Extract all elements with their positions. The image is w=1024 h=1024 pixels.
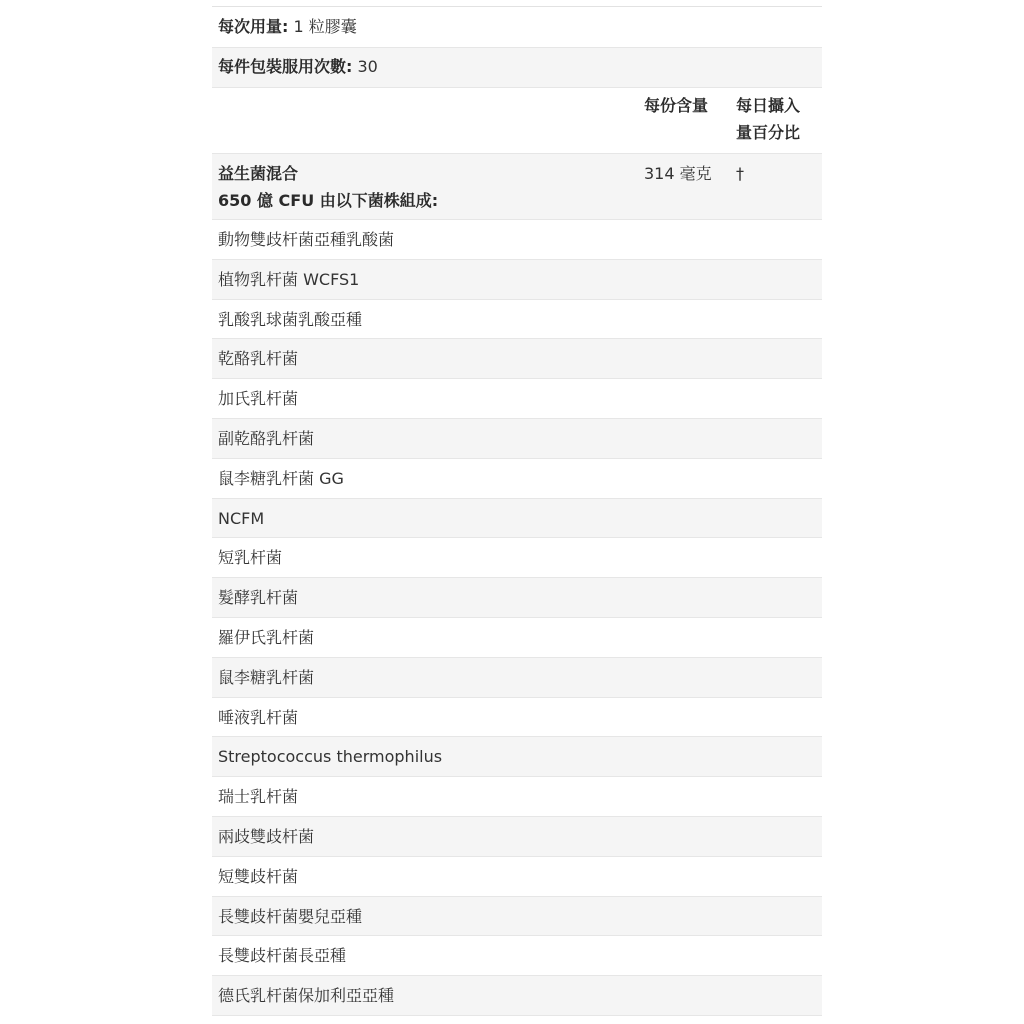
strain-name: 加氏乳杆菌 xyxy=(218,389,299,409)
servings-per-container-value: 30 xyxy=(357,57,378,76)
strain-row xyxy=(212,220,822,260)
strain-row xyxy=(212,339,822,379)
strain-name: 短雙歧杆菌 xyxy=(218,866,299,886)
strain-row xyxy=(212,618,822,658)
strain-row xyxy=(212,777,822,817)
strain-row xyxy=(212,538,822,578)
strain-row xyxy=(212,658,822,698)
strain-row xyxy=(212,260,822,300)
blend-description: 650 億 CFU 由以下菌株組成: xyxy=(218,191,439,210)
strain-name: 植物乳杆菌 WCFS1 xyxy=(218,269,360,289)
strain-name: 乾酪乳杆菌 xyxy=(218,349,299,369)
strain-name: 德氏乳杆菌保加利亞亞種 xyxy=(218,986,395,1006)
daily-value-header-line2: 量百分比 xyxy=(736,123,801,142)
servings-per-container-label: 每件包裝服用次數: xyxy=(218,57,353,76)
strain-name: NCFM xyxy=(218,508,265,528)
strain-name: 瑞士乳杆菌 xyxy=(218,787,299,807)
strain-name: 兩歧雙歧杆菌 xyxy=(218,827,315,846)
top-divider xyxy=(212,6,822,7)
strain-name: 長雙歧杆菌嬰兒亞種 xyxy=(218,906,363,926)
serving-size-value: 1 粒膠囊 xyxy=(293,17,357,36)
strain-row xyxy=(212,976,822,1016)
strain-row xyxy=(212,817,822,857)
strain-row xyxy=(212,379,822,419)
strain-row xyxy=(212,897,822,937)
strain-row xyxy=(212,459,822,499)
strain-name: 短乳杆菌 xyxy=(218,548,283,568)
servings-per-container-row xyxy=(212,48,822,88)
strain-row xyxy=(212,300,822,340)
blend-name: 益生菌混合 xyxy=(218,164,299,183)
daily-value-header-line1: 每日攝入 xyxy=(736,96,801,115)
strain-row xyxy=(212,419,822,459)
strain-row xyxy=(212,698,822,738)
strain-row xyxy=(212,936,822,976)
strain-name: 動物雙歧杆菌亞種乳酸菌 xyxy=(218,230,395,249)
strain-name: 長雙歧杆菌長亞種 xyxy=(218,946,347,966)
serving-size-label: 每次用量: xyxy=(218,17,289,36)
serving-size-row xyxy=(212,8,822,48)
strain-name: Streptococcus thermophilus xyxy=(218,747,443,767)
amount-per-serving-header: 每份含量 xyxy=(644,96,709,115)
table-header-row xyxy=(212,88,822,154)
strain-row xyxy=(212,737,822,777)
strain-name: 副乾酪乳杆菌 xyxy=(218,429,315,448)
blend-daily-value: † xyxy=(736,164,744,183)
blend-amount: 314 毫克 xyxy=(644,164,712,183)
daily-value-header xyxy=(736,92,800,146)
strain-row xyxy=(212,857,822,897)
probiotic-blend-row xyxy=(212,154,822,220)
strain-name: 鼠李糖乳杆菌 xyxy=(218,667,315,687)
strain-name: 羅伊氏乳杆菌 xyxy=(218,628,315,647)
strain-name: 乳酸乳球菌乳酸亞種 xyxy=(218,309,363,329)
strain-name: 唾液乳杆菌 xyxy=(218,707,299,727)
strain-name: 髮酵乳杆菌 xyxy=(218,588,299,608)
strain-row xyxy=(212,499,822,539)
strain-name: 鼠李糖乳杆菌 GG xyxy=(218,468,344,488)
strain-row xyxy=(212,578,822,618)
supplement-facts-table xyxy=(212,0,822,1024)
